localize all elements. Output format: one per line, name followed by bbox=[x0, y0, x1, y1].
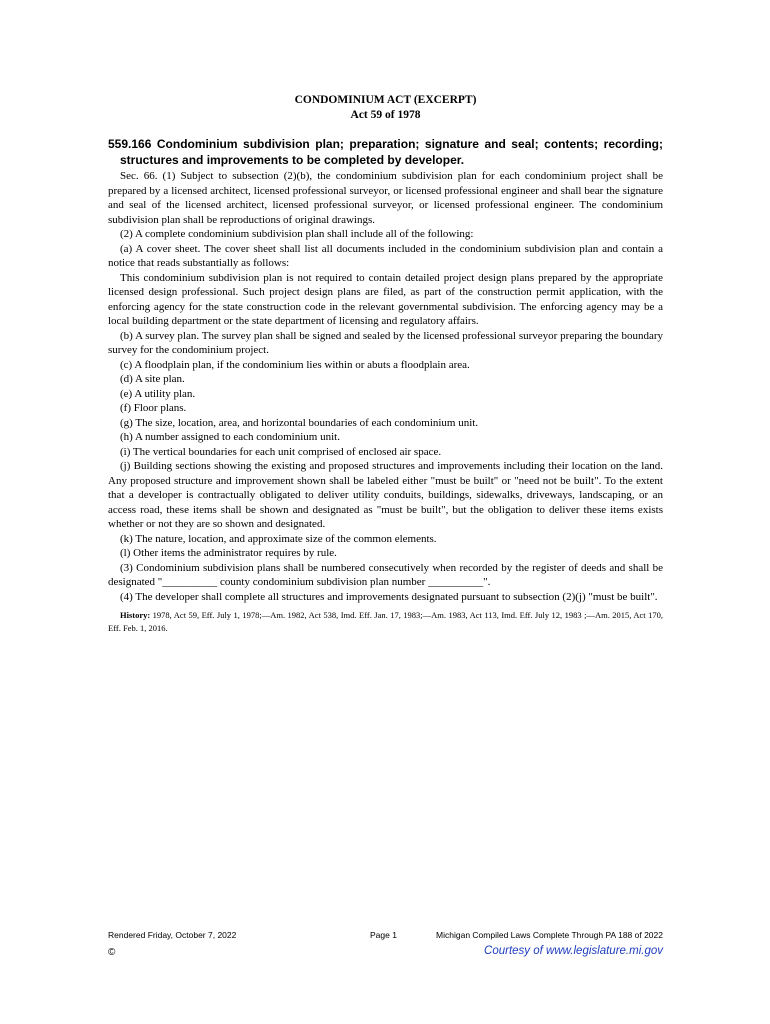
paragraph-2f: (f) Floor plans. bbox=[120, 402, 187, 414]
paragraph-sec66-1: Sec. 66. (1) Subject to subsection (2)(b), the condominium subdivision plan for each condominium project shall be prepared by a licensed architect, licensed professional surveyor, or licensed professional engineer and shall bear the signature and seal of the licensed architect, licensed professional surveyor, or licensed professional engineer. The condominium subdivision plan shall be reproductions of original drawings. bbox=[108, 170, 663, 226]
rendered-date: Rendered Friday, October 7, 2022 bbox=[108, 930, 237, 940]
paragraph-2d: (d) A site plan. bbox=[120, 373, 185, 385]
paragraph-2b: (b) A survey plan. The survey plan shall be signed and sealed by the licensed professional surveyor preparing the boundary survey for the condominium project. bbox=[108, 329, 663, 356]
history-note bbox=[108, 609, 663, 634]
paragraph-2h: (h) A number assigned to each condominium unit. bbox=[120, 431, 340, 443]
paragraph-3: (3) Condominium subdivision plans shall be numbered consecutively when recorded by the register of deeds and shall be designated "__________ county condominium subdivision plan number __________". bbox=[108, 561, 663, 588]
document-title: CONDOMINIUM ACT (EXCERPT) bbox=[294, 94, 477, 106]
paragraph-2a: (a) A cover sheet. The cover sheet shall list all documents included in the condominium subdivision plan and contain a notice that reads substantially as follows: bbox=[108, 242, 663, 269]
section-heading: 559.166 Condominium subdivision plan; preparation; signature and seal; contents; recording; structures and improvements to be completed by developer. bbox=[108, 137, 663, 167]
document-page bbox=[108, 93, 663, 634]
paragraph-2e: (e) A utility plan. bbox=[120, 387, 196, 400]
history-label: History: bbox=[120, 610, 151, 620]
section-body bbox=[108, 169, 663, 604]
courtesy-link[interactable]: Courtesy of www.legislature.mi.gov bbox=[484, 945, 663, 957]
paragraph-4: (4) The developer shall complete all structures and improvements designated pursuant to subsection (2)(j) "must be built". bbox=[120, 590, 658, 603]
page-number: Page 1 bbox=[370, 930, 397, 940]
copyright-symbol: © bbox=[108, 947, 116, 958]
paragraph-2l: (l) Other items the administrator requires by rule. bbox=[120, 547, 337, 559]
paragraph-2: (2) A complete condominium subdivision plan shall include all of the following: bbox=[120, 228, 474, 240]
paragraph-2k: (k) The nature, location, and approximate size of the common elements. bbox=[120, 532, 437, 545]
act-number: Act 59 of 1978 bbox=[350, 109, 421, 121]
paragraph-2i: (i) The vertical boundaries for each unit comprised of enclosed air space. bbox=[120, 445, 442, 458]
compiled-through: Michigan Compiled Laws Complete Through PA 188 of 2022 bbox=[436, 930, 663, 940]
history-text: 1978, Act 59, Eff. July 1, 1978;—Am. 1982, Act 538, Imd. Eff. Jan. 17, 1983;—Am. 1983, Act 113, Imd. Eff. July 12, 1983 ;—Am. 2015, Act 170, Eff. Feb. 1, 2016. bbox=[108, 610, 663, 633]
paragraph-notice: This condominium subdivision plan is not required to contain detailed project design plans prepared by the appropriate licensed design professional. Such project design plans are filed, as part of the construction permit application, with the enforcing agency for the state construction code in the relevant governmental subdivision. The enforcing agency may be a local building department or the state department of licensing and regulatory affairs. bbox=[108, 271, 663, 327]
paragraph-2j: (j) Building sections showing the existing and proposed structures and improvements including their location on the land. Any proposed structure and improvement shown shall be labeled either "must be built" or "need not be built". To the extent that a developer is contractually obligated to deliver utility conduits, buildings, sidewalks, driveways, landscaping, or an access road, these items shall be shown and designated as "must be built", but the obligation to deliver these items exists whether or not they are so shown and designated. bbox=[108, 460, 663, 530]
paragraph-2c: (c) A floodplain plan, if the condominium lies within or abuts a floodplain area. bbox=[120, 358, 470, 371]
paragraph-2g: (g) The size, location, area, and horizontal boundaries of each condominium unit. bbox=[120, 416, 479, 429]
